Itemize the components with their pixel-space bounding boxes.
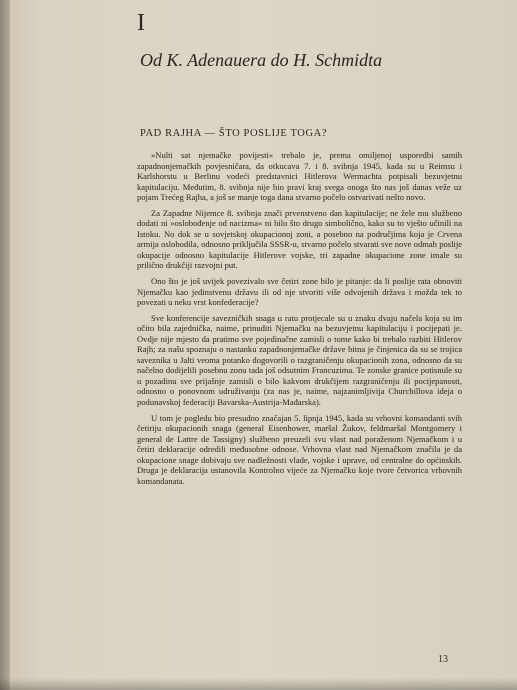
body-text — [137, 150, 462, 491]
paragraph-3: Ono što je još uvijek povezivalo sve četiri zone bilo je pitanje: da li poslije rata obnoviti Njemačku kao jedinstvenu državu ili od nje stvoriti više odvojenih država i možda tek to povezati u neku vrst konfederacije? — [137, 276, 462, 308]
section-title: PAD RAJHA — ŠTO POSLIJE TOGA? — [140, 128, 328, 139]
paragraph-2: Za Zapadne Nijemce 8. svibnja znači prvenstveno dan kapitulacije; ne žele mu službeno dodati ni »oslobođenje od nacizma« ni bilo što drugo simbolično, kako su to vješto učinili na Istoku. No dok se u sovjetskoj okupacionoj zoni, a posebno na područjima koja je Crvena armija oslobodila, odnosno priključila SSSR-u, stvarno počelo stvarati sve nove odmah poslije okupacije odnosno kapitulacije Hitlerove vojske, tri zapadne okupacione zone imale su prilično drukčiji razvojni put. — [137, 207, 462, 271]
chapter-number: I — [137, 10, 146, 36]
paragraph-4: Sve konferencije savezničkih snaga u ratu protjecale su u znaku dvaju načela koja su im očito bila zajednička, naime, prinuditi Njemačku na bezuvjetnu kapitulaciju i pocijepati je. Ovdje nije mjesto da pratimo sve pojedinačne zamisli o tome kako bi trebalo razbiti Hitlerov Rajh; za našu spoznaju o nastanku zapadnonjemačke države bitna je činjenica da su se trojica saveznika u Jalti veoma potanko dogovorili o razgraničenju okupacionih zona, odnosno da su načelno dodijelili posebnu zonu tada još odsutnim Francuzima. Te zonske granice potisnule su u pozadinu sve prijašnje zamisli o bilo kakvom drukčijem razgraničenju ili pocijepanosti, odnosno o ponovnom udruživanju (za nas je, naime, najzanimljivija Churchillova ideja o podunavskoj federaciji Bavarska-Austrija-Mađarska). — [137, 312, 462, 408]
page-shadow — [0, 678, 517, 690]
page-number: 13 — [438, 654, 448, 665]
chapter-title: Od K. Adenauera do H. Schmidta — [140, 50, 383, 70]
paragraph-1: »Nulti sat njemačke povijesti« trebalo je, prema omiljenoj usporedbi samih zapadnonjemačkih povjesničara, da otkucava 7. i 8. svibnja 1945, kada su u Reimsu i Karlshorstu u Berlinu vodeći predstavnici Hitlerova Wermachta potpisali bezuvjetnu kapitulaciju. Međutim, 8. svibnja nije bio pravi kraj svega onoga što nas još danas veže uz pojam Trećeg Rajha, a još se manje toga dana stvarno počelo ostvarivati nešto novo. — [137, 150, 462, 203]
book-spine — [0, 0, 10, 690]
paragraph-5: U tom je pogledu bio presudno značajan 5. lipnja 1945, kada su vrhovni komandanti svih četiriju okupacionih snaga (general Eisenhower, maršal Žukov, feldmaršal Montgomery i general de Lattre de Tassigny) službeno preuzeli svu vlast nad poraženom Njemačkom i u četiri deklaracije odredili međusobne odnose. Vrhovna vlast nad Njemačkom značila je da okupacione snage dobivaju sve nadležnosti vlade, vojske i uprave, od centralne do općinskih. Druga je deklaracija ustanovila Kontrolno vijeće za Njemačku koje tvore četvorica vrhovnih komandanata. — [137, 412, 462, 486]
